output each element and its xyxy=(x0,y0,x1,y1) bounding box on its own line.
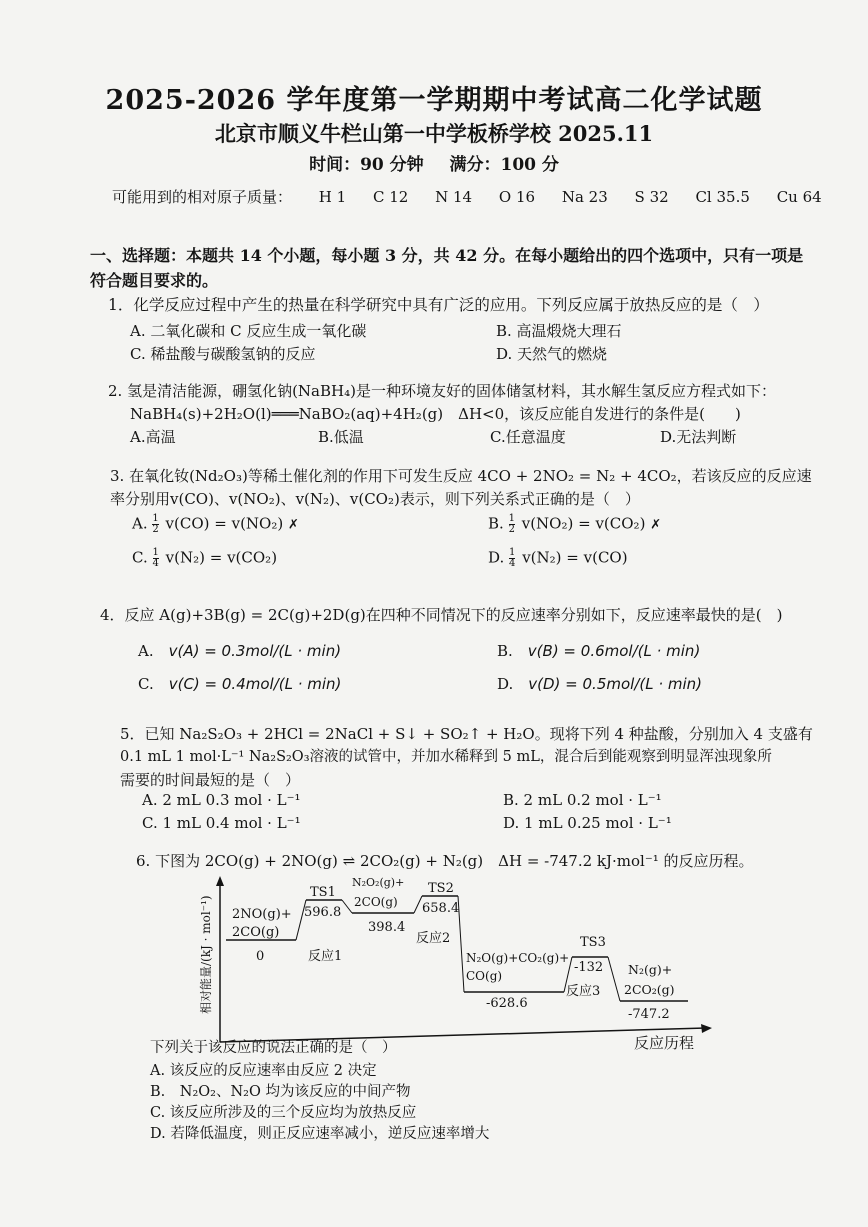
q5-option-a: A. 2 mL 0.3 mol · L⁻¹ xyxy=(142,791,301,809)
rate-value: v(D) = 0.5mol/(L · min) xyxy=(528,675,703,693)
school-name: 北京市顺义牛栏山第一中学板桥学校 2025.11 xyxy=(214,121,654,146)
end-energy: -747.2 xyxy=(628,1007,670,1022)
q3-option-a xyxy=(132,514,299,535)
q2-stem-2: NaBH₄(s)+2H₂O(l)═══NaBO₂(aq)+4H₂(g) ΔH<0，该反应能自发进行的条件是( ) xyxy=(130,405,741,423)
x-axis-arrow xyxy=(701,1024,712,1033)
q2-option-c: C.任意温度 xyxy=(490,428,566,446)
q2-option-b: B.低温 xyxy=(318,428,364,446)
q6-question: 下列关于该反应的说法正确的是（ ） xyxy=(150,1040,397,1056)
q5-stem-2: 0.1 mL 1 mol·L⁻¹ Na₂S₂O₃溶液的试管中，并加水稀释到 5 mL，混合后到能观察到明显浑浊现象所 xyxy=(120,749,772,765)
fraction: $\frac{1}{4}$ xyxy=(509,547,516,569)
step-1-label: 反应1 xyxy=(308,949,343,964)
atomic-mass: S 32 xyxy=(634,188,669,206)
q5-option-d: D. 1 mL 0.25 mol · L⁻¹ xyxy=(503,814,672,832)
int1-species-1: N₂O₂(g)+ xyxy=(352,876,405,889)
rate-value: v(A) = 0.3mol/(L · min) xyxy=(168,642,342,660)
q3-option-c xyxy=(132,548,277,569)
q5-stem-1: 5．已知 Na₂S₂O₃ + 2HCl = 2NaCl + S↓ + SO₂↑ + H₂O。现将下列 4 种盐酸，分别加入 4 支盛有 xyxy=(120,725,813,743)
exam-title: 2025-2026 学年度第一学期期中考试高二化学试题 xyxy=(105,85,763,116)
handwritten-mark: ✗ xyxy=(288,517,299,533)
q4-option-c: C. v(C) = 0.4mol/(L · min) xyxy=(138,675,342,693)
int1-species-2: 2CO(g) xyxy=(354,895,398,909)
q2-option-a: A.高温 xyxy=(130,428,176,446)
atomic-masses xyxy=(112,186,828,207)
start-energy: 0 xyxy=(256,949,265,964)
q3-stem-2: 率分别用v(CO)、v(NO₂)、v(N₂)、v(CO₂)表示，则下列关系式正确的是（ ） xyxy=(110,490,640,508)
q2-option-d: D.无法判断 xyxy=(660,428,737,446)
section-line-2: 符合题目要求的。 xyxy=(90,271,219,290)
option-letter: C. xyxy=(132,548,148,567)
atomic-mass: Na 23 xyxy=(561,188,608,206)
path-segment xyxy=(608,957,620,1001)
path-segment xyxy=(342,900,352,913)
atomic-mass: C 12 xyxy=(372,188,409,206)
q1-option-a: A. 二氧化碳和 C 反应生成一氧化碳 xyxy=(130,322,367,340)
option-letter: D. xyxy=(488,548,505,567)
option-letter: A. xyxy=(132,514,148,533)
q1-option-d: D. 天然气的燃烧 xyxy=(496,345,608,363)
step-2-label: 反应2 xyxy=(416,931,451,946)
atomic-mass: Cl 35.5 xyxy=(695,188,750,206)
ts1-label: TS1 xyxy=(310,885,336,900)
reaction-energy-diagram xyxy=(196,874,716,1052)
int2-species-2: CO(g) xyxy=(466,969,503,983)
q1-stem: 1．化学反应过程中产生的热量在科学研究中具有广泛的应用。下列反应属于放热反应的是（ ） xyxy=(108,296,769,314)
end-species-1: N₂(g)+ xyxy=(628,962,673,977)
fraction: $\frac{1}{4}$ xyxy=(152,547,159,569)
fraction: $\frac{1}{2}$ xyxy=(508,513,515,535)
start-species-1: 2NO(g)+ xyxy=(232,907,292,922)
q6-option-c: C. 该反应所涉及的三个反应均为放热反应 xyxy=(150,1105,417,1121)
ts3-energy: -132 xyxy=(574,960,604,975)
x-axis-label: 反应历程 xyxy=(634,1034,695,1052)
fraction: $\frac{1}{2}$ xyxy=(152,513,159,535)
exam-info xyxy=(0,150,868,175)
q2-stem-1: 2. 氢是清洁能源，硼氢化钠(NaBH₄)是一种环境友好的固体储氢材料，其水解生氢反应方程式如下： xyxy=(108,382,776,400)
q6-option-b: B. N₂O₂、N₂O 均为该反应的中间产物 xyxy=(150,1084,411,1100)
path-segment xyxy=(414,896,422,913)
ts3-label: TS3 xyxy=(580,935,606,950)
step-3-label: 反应3 xyxy=(566,984,601,999)
int1-energy: 398.4 xyxy=(368,920,406,935)
atomic-mass: O 16 xyxy=(498,188,536,206)
q3-option-b xyxy=(488,514,661,535)
q4-option-a: A. v(A) = 0.3mol/(L · min) xyxy=(138,642,342,660)
int2-species-1: N₂O(g)+CO₂(g)+ xyxy=(466,951,570,965)
atomic-mass: H 1 xyxy=(318,188,347,206)
q6-stem: 6. 下图为 2CO(g) + 2NO(g) ⇌ 2CO₂(g) + N₂(g) ΔH = -747.2 kJ·mol⁻¹ 的反应历程。 xyxy=(136,852,754,870)
rate-expression: v(CO) = v(NO₂) xyxy=(165,514,284,533)
q4-option-d: D. v(D) = 0.5mol/(L · min) xyxy=(497,675,703,693)
section-heading xyxy=(90,243,830,293)
atomic-mass: N 14 xyxy=(435,188,473,206)
handwritten-mark: ✗ xyxy=(650,517,662,533)
rate-expression: v(N₂) = v(CO₂) xyxy=(165,548,278,567)
q5-option-b: B. 2 mL 0.2 mol · L⁻¹ xyxy=(503,791,662,809)
q1-option-c: C. 稀盐酸与碳酸氢钠的反应 xyxy=(130,345,316,363)
q5-option-c: C. 1 mL 0.4 mol · L⁻¹ xyxy=(142,814,301,832)
exam-time: 时间：90 分钟 xyxy=(309,155,424,175)
y-axis-arrow xyxy=(216,876,224,886)
rate-value: v(B) = 0.6mol/(L · min) xyxy=(527,642,701,660)
atomic-label: 可能用到的相对原子质量： xyxy=(112,188,293,206)
start-species-2: 2CO(g) xyxy=(232,925,280,940)
ts1-energy: 596.8 xyxy=(304,905,342,920)
q6-option-a: A. 该反应的反应速率由反应 2 决定 xyxy=(150,1063,377,1079)
ts2-energy: 658.4 xyxy=(422,901,460,916)
option-letter: B. xyxy=(488,514,504,533)
rate-expression: v(NO₂) = v(CO₂) xyxy=(521,514,646,533)
exam-score: 满分：100 分 xyxy=(449,155,559,175)
q4-option-b: B. v(B) = 0.6mol/(L · min) xyxy=(497,642,701,660)
y-axis-label: 相对能量/(kJ · mol⁻¹) xyxy=(199,895,213,1014)
q5-stem-3: 需要的时间最短的是（ ） xyxy=(120,771,301,789)
ts2-label: TS2 xyxy=(428,881,454,896)
q3-option-d xyxy=(488,548,628,569)
section-line-1: 一、选择题：本题共 14 个小题，每小题 3 分，共 42 分。在每小题给出的四个选项中，只有一项是 xyxy=(90,246,804,265)
rate-value: v(C) = 0.4mol/(L · min) xyxy=(168,675,342,693)
q6-option-d: D. 若降低温度，则正反应速率减小，逆反应速率增大 xyxy=(150,1126,490,1142)
q4-stem: 4．反应 A(g)+3B(g) = 2C(g)+2D(g)在四种不同情况下的反应速率分别如下，反应速率最快的是( ) xyxy=(100,606,783,624)
q1-option-b: B. 高温煅烧大理石 xyxy=(496,322,622,340)
end-species-2: 2CO₂(g) xyxy=(624,982,675,997)
q3-stem-1: 3. 在氧化钕(Nd₂O₃)等稀土催化剂的作用下可发生反应 4CO + 2NO₂ = N₂ + 4CO₂，若该反应的反应速 xyxy=(110,467,812,485)
rate-expression: v(N₂) = v(CO) xyxy=(522,548,628,567)
int2-energy: -628.6 xyxy=(486,996,528,1011)
atomic-mass: Cu 64 xyxy=(776,188,822,206)
